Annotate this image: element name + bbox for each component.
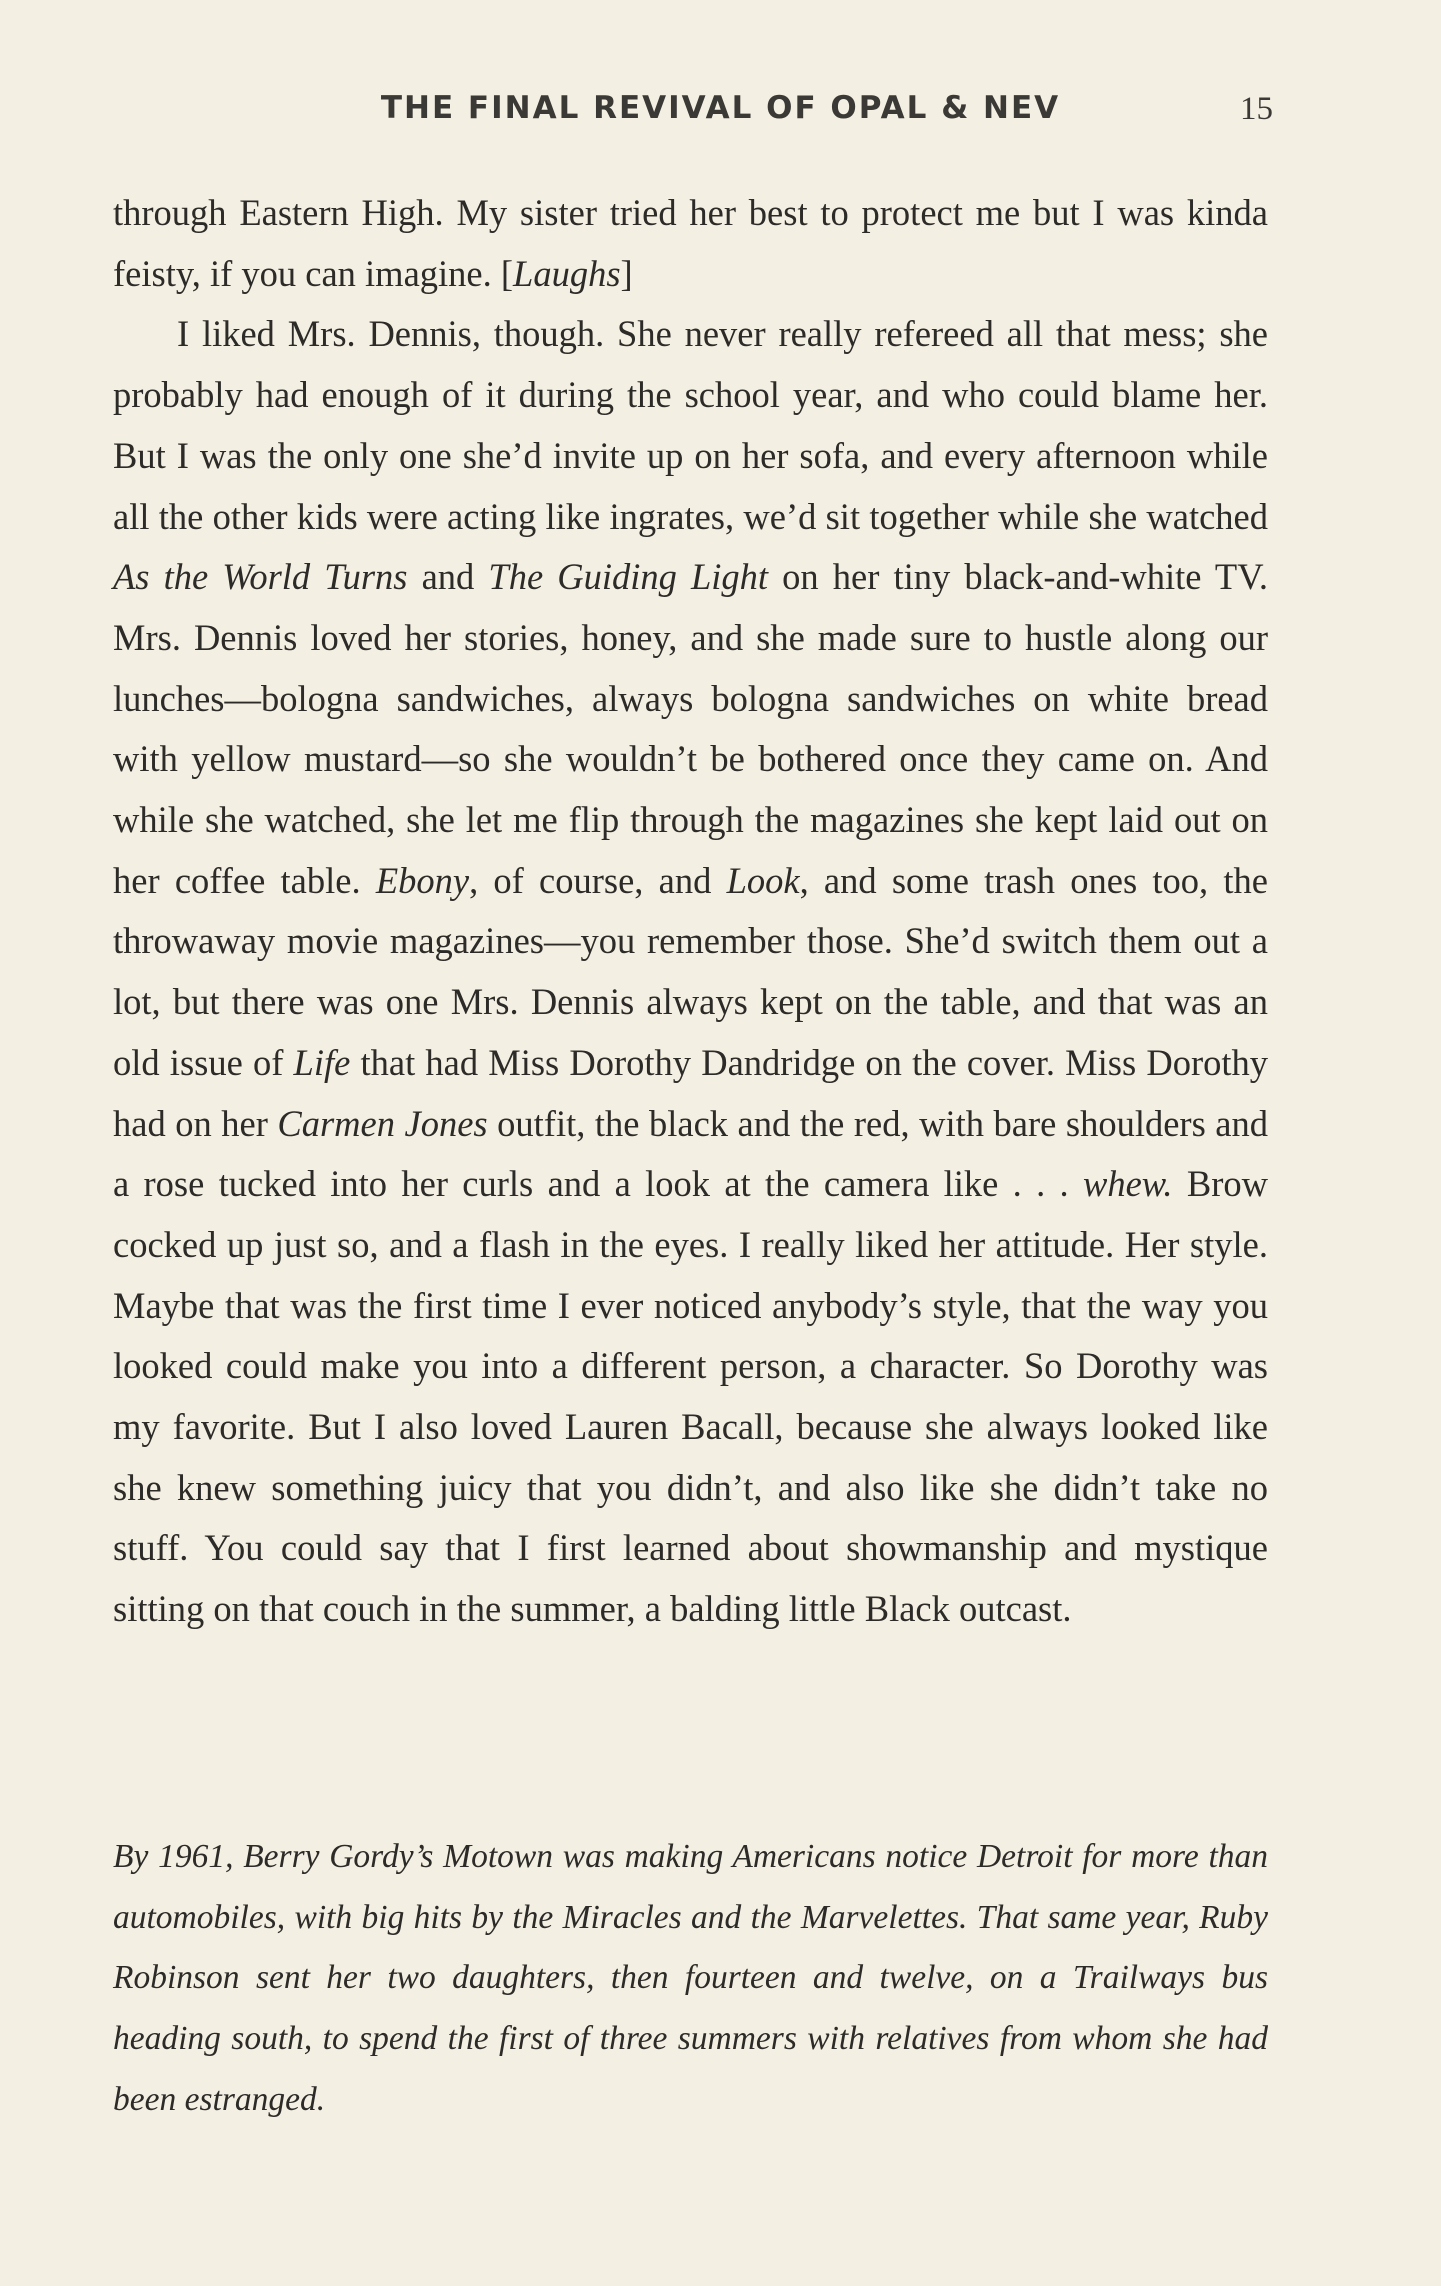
magazine-title: Ebony <box>375 859 470 901</box>
page-number: 15 <box>1240 91 1273 127</box>
paragraph-2: I liked Mrs. Dennis, though. She never really refereed all that mess; she probably had enough of it during the school year, and who could blame her. But I was the only one she’d invite up on her sofa, and every afternoon while all the other kids were acting like ingrates, we’d sit together while she watched As the World Turns and The Guiding Light on her tiny black-and-white TV. Mrs. Dennis loved her stories, honey, and she made sure to hustle along our lunches—bologna sandwiches, always bologna sandwiches on white bread with yellow mustard—so she wouldn’t be bothered once they came on. And while she watched, she let me flip through the magazines she kept laid out on her coffee table. Ebony, of course, and Look, and some trash ones too, the throwaway movie magazines—you remember those. She’d switch them out a lot, but there was one Mrs. Dennis always kept on the table, and that was an old issue of Life that had Miss Dorothy Dandridge on the cover. Miss Dorothy had on her Carmen Jones outfit, the black and the red, with bare shoulders and a rose tucked into her curls and a look at the camera like . . . whew. Brow cocked up just so, and a flash in the eyes. I really liked her attitude. Her style. Maybe that was the first time I ever noticed anybody’s style, that the way you looked could make you into a different person, a character. So Dorothy was my favorite. But I also loved Lauren Bacall, because she always looked like she knew something juicy that you didn’t, and also like she didn’t take no stuff. You could say that I first learned about showmanship and mystique sitting on that couch in the summer, a balding little Black outcast. <box>113 313 1268 1630</box>
magazine-title: Life <box>293 1041 351 1083</box>
magazine-title: Look <box>726 859 800 901</box>
show-title: The Guiding Light <box>488 556 769 598</box>
running-header: THE FINAL REVIVAL OF OPAL & NEV <box>380 90 1061 126</box>
italic-narration: By 1961, Berry Gordy’s Motown was making Americans notice Detroit for more than automobiles, with big hits by the Miracles and the Marvelettes. That same year, Ruby Robinson sent her two daughters, then fourteen and twelve, on a Trailways bus heading south, to spend the first of three summers with relatives from whom she had been estranged. <box>113 1838 1268 2118</box>
film-title: Carmen Jones <box>277 1102 488 1144</box>
show-title: As the World Turns <box>113 556 408 598</box>
body-text <box>113 183 1268 1640</box>
paragraph-1: through Eastern High. My sister tried her best to protect me but I was kinda feisty, if you can imagine. [Laughs] <box>113 192 1268 294</box>
